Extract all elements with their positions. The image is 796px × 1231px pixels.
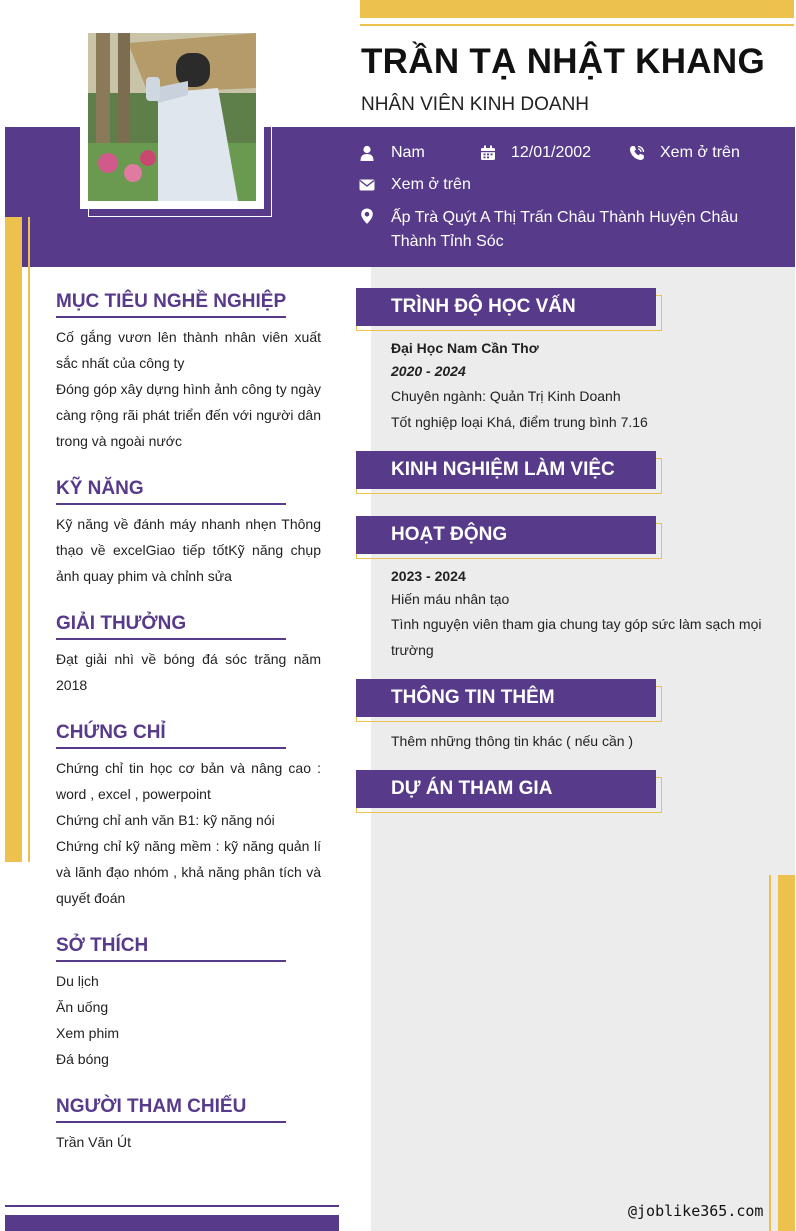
email-value: Xem ở trên	[391, 176, 471, 193]
right-gold-bar	[778, 875, 795, 1231]
activities-title: HOẠT ĐỘNG	[391, 524, 508, 545]
certificate-line-1: Chứng chỉ tin học cơ bản và nâng cao : word , excel , powerpoint	[56, 760, 321, 802]
job-title: NHÂN VIÊN KINH DOANH	[361, 94, 590, 115]
education-major: Chuyên ngành: Quản Trị Kinh Doanh	[391, 388, 621, 404]
bottom-purple-bar	[5, 1215, 339, 1231]
references-underline	[56, 1121, 286, 1123]
hobbies-underline	[56, 960, 286, 962]
reference-name: Trần Văn Út	[56, 1134, 131, 1150]
top-gold-bar	[360, 0, 794, 18]
hobby-item: Đá bóng	[56, 1051, 109, 1067]
hobbies-title: SỞ THÍCH	[56, 935, 149, 956]
activity-period: 2023 - 2024	[391, 568, 466, 584]
experience-title: KINH NGHIỆM LÀM VIỆC	[391, 459, 615, 480]
certificates-title: CHỨNG CHỈ	[56, 722, 166, 743]
certificate-line-2: Chứng chỉ anh văn B1: kỹ năng nói	[56, 812, 275, 828]
certificates-underline	[56, 747, 286, 749]
birthday-value: 12/01/2002	[511, 144, 592, 161]
location-pin-icon	[359, 208, 375, 224]
top-gold-line	[360, 24, 794, 26]
education-period: 2020 - 2024	[391, 363, 466, 379]
right-gold-line	[769, 875, 771, 1231]
skills-text: Kỹ năng về đánh máy nhanh nhẹn Thông thạo về excelGiao tiếp tốtKỹ năng chụp ảnh quay phim và chỉnh sửa	[56, 516, 321, 584]
career-goal-title: MỤC TIÊU NGHỀ NGHIỆP	[56, 291, 287, 312]
left-gold-line	[28, 217, 30, 862]
school-name: Đại Học Nam Cần Thơ	[391, 340, 539, 356]
phone-value: Xem ở trên	[660, 144, 740, 161]
left-gold-bar	[5, 217, 22, 862]
education-title: TRÌNH ĐỘ HỌC VẤN	[391, 296, 576, 317]
education-result: Tốt nghiệp loại Khá, điểm trung bình 7.16	[391, 414, 648, 430]
awards-underline	[56, 638, 286, 640]
candidate-name: TRẦN TẠ NHẬT KHANG	[361, 42, 765, 81]
awards-title: GIẢI THƯỞNG	[56, 613, 187, 634]
calendar-icon	[480, 145, 496, 161]
additional-text: Thêm những thông tin khác ( nếu cần )	[391, 733, 634, 749]
gender-value: Nam	[391, 144, 425, 161]
skills-title: KỸ NĂNG	[56, 478, 144, 499]
activity-detail: Tình nguyện viên tham gia chung tay góp sức làm sạch mọi trường	[391, 616, 762, 658]
hobby-item: Ăn uống	[56, 999, 109, 1015]
phone-icon	[629, 145, 645, 161]
career-goal-underline	[56, 316, 286, 318]
additional-title: THÔNG TIN THÊM	[391, 687, 555, 708]
projects-title: DỰ ÁN THAM GIA	[391, 778, 553, 799]
user-icon	[359, 145, 375, 161]
hobby-item: Xem phim	[56, 1025, 120, 1041]
certificate-line-3: Chứng chỉ kỹ năng mềm : kỹ năng quản lí và lãnh đạo nhóm , khả năng phân tích và quyết đoán	[56, 838, 321, 906]
career-goal-line-2: Đóng góp xây dựng hình ảnh công ty ngày càng rộng rãi phát triển đến với người dân trong và ngoài nước	[56, 381, 321, 449]
bottom-purple-line	[5, 1205, 339, 1207]
watermark: @joblike365.com	[628, 1202, 764, 1220]
avatar	[88, 33, 256, 201]
references-title: NGƯỜI THAM CHIẾU	[56, 1096, 247, 1117]
envelope-icon	[359, 177, 375, 193]
skills-underline	[56, 503, 286, 505]
address-value: Ấp Trà Quýt A Thị Trấn Châu Thành Huyện Châu Thành Tỉnh Sóc	[391, 209, 739, 250]
hobby-item: Du lịch	[56, 973, 99, 989]
awards-text: Đạt giải nhì về bóng đá sóc trăng năm 2018	[56, 651, 321, 693]
activity-role: Hiến máu nhân tạo	[391, 591, 510, 607]
career-goal-line-1: Cố gắng vươn lên thành nhân viên xuất sắc nhất của công ty	[56, 329, 321, 371]
